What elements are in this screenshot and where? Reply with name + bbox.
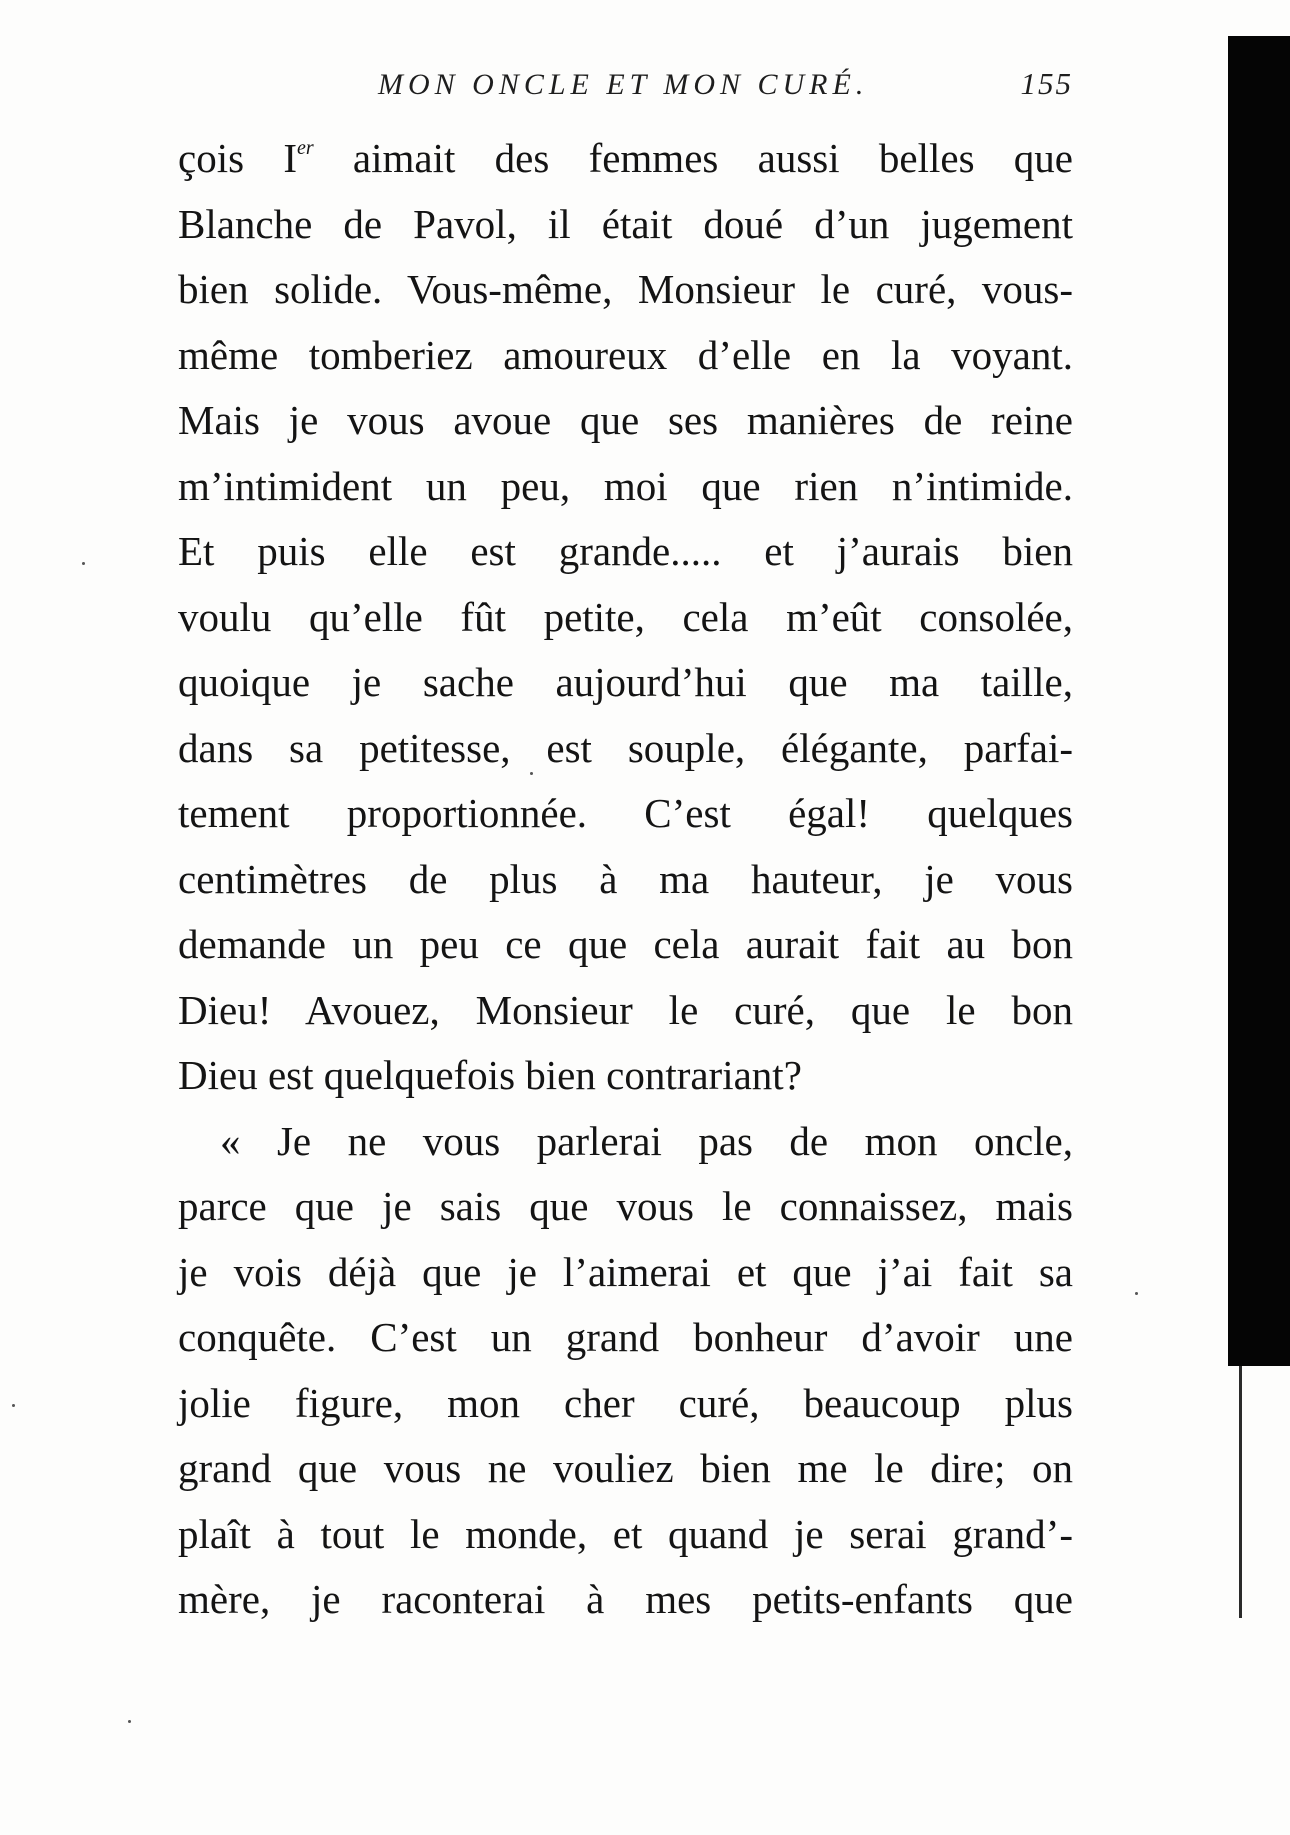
scan-edge-rule: [1239, 1366, 1242, 1618]
text-line-21: grand que vous ne vouliez bien me le dire; on: [178, 1445, 1073, 1491]
page-body-text: [178, 126, 1073, 1633]
paper-speck: [12, 1404, 15, 1407]
scan-edge-bar: [1228, 36, 1290, 1366]
text-line-10: dans sa petitesse, est souple, élégante, parfai-: [178, 724, 1073, 771]
text-line-9: quoique je sache aujourd’hui que ma taille,: [178, 659, 1073, 705]
text-line-16: « Je ne vous parlerai pas de mon oncle,: [220, 1117, 1073, 1164]
text-line-8: voulu qu’elle fût petite, cela m’eût consolée,: [178, 593, 1073, 640]
paper-speck: [530, 772, 533, 775]
text-line-15: Dieu est quelquefois bien contrariant?: [178, 1052, 802, 1098]
text-line-2: Blanche de Pavol, il était doué d’un jugement: [178, 200, 1073, 247]
text-line-4: même tomberiez amoureux d’elle en la voyant.: [178, 331, 1073, 378]
text-line-5: Mais je vous avoue que ses manières de reine: [178, 397, 1073, 443]
paper-speck: [128, 1720, 131, 1723]
text-line-1-end: aimait des femmes aussi belles que: [313, 135, 1073, 181]
text-line-11: tement proportionnée. C’est égal! quelques: [178, 790, 1073, 836]
text-line-18: je vois déjà que je l’aimerai et que j’ai fait sa: [178, 1248, 1073, 1295]
text-line-12: centimètres de plus à ma hauteur, je vous: [178, 855, 1073, 902]
text-line-19: conquête. C’est un grand bonheur d’avoir une: [178, 1314, 1073, 1360]
paper-speck: [82, 562, 85, 565]
ordinal-superscript: er: [296, 137, 314, 159]
running-title: MON ONCLE ET MON CURÉ.: [378, 68, 869, 101]
text-line-17: parce que je sais que vous le connaissez, mais: [178, 1183, 1073, 1229]
text-line-7: Et puis elle est grande..... et j’aurais bien: [178, 528, 1073, 574]
text-line-6: m’intimident un peu, moi que rien n’intimide.: [178, 462, 1073, 509]
text-line-3: bien solide. Vous-même, Monsieur le curé, vous-: [178, 266, 1073, 312]
text-line-22: plaît à tout le monde, et quand je serai grand’-: [178, 1510, 1073, 1557]
page-number: 155: [1020, 66, 1073, 101]
text-line-13: demande un peu ce que cela aurait fait au bon: [178, 921, 1073, 967]
page-header: [178, 62, 1073, 106]
text-line-14: Dieu! Avouez, Monsieur le curé, que le bon: [178, 986, 1073, 1033]
paper-speck: [1135, 1292, 1138, 1295]
text-line-1-start: çois I: [178, 135, 297, 181]
text-line-1: [178, 126, 1073, 192]
text-line-23: mère, je raconterai à mes petits-enfants que: [178, 1576, 1073, 1622]
text-line-20: jolie figure, mon cher curé, beaucoup plus: [178, 1379, 1073, 1426]
